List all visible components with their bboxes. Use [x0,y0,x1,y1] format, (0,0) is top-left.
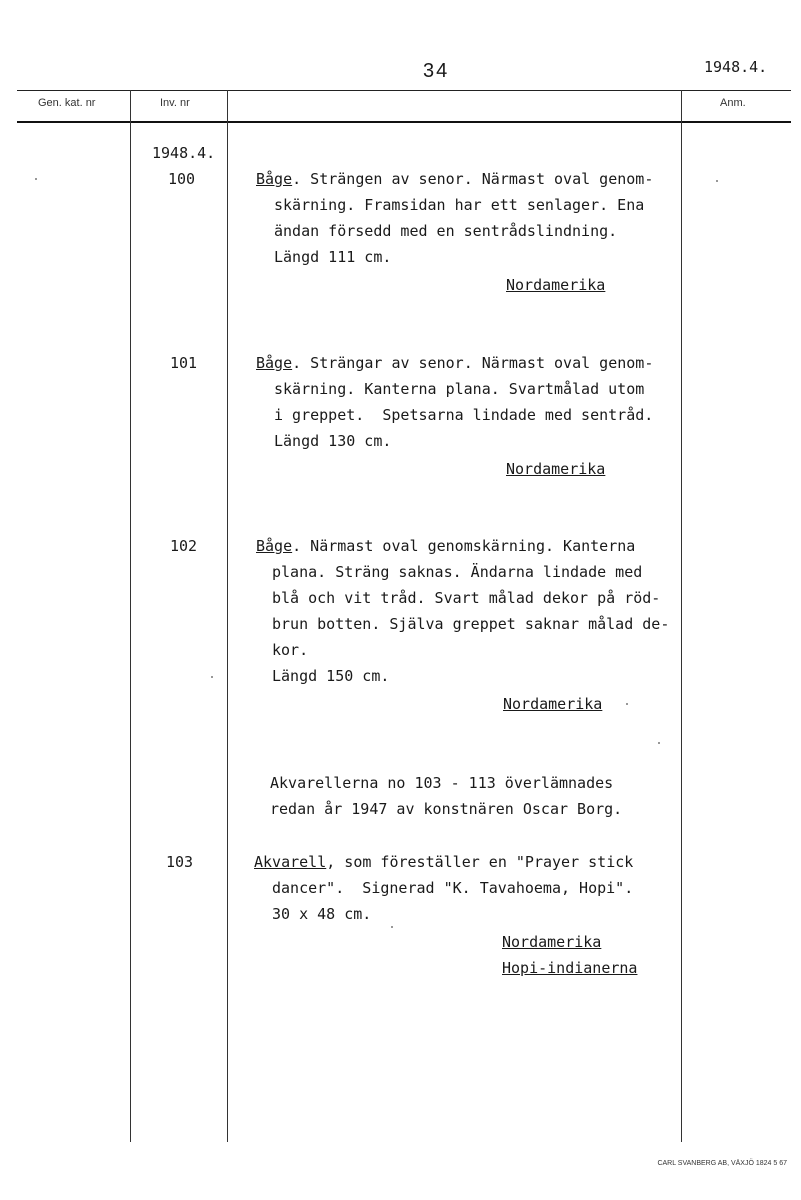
entry-title: Båge [256,170,293,188]
inv-number: 103 [166,853,194,871]
entry-line: ändan försedd med en sentrådslindning. [274,222,618,240]
entry-title: Båge [256,537,293,555]
year-header: 1948.4. [704,58,768,76]
entry-line: kor. [272,641,309,659]
column-divider-gen-inv [130,90,131,1142]
entry-line: skärning. Framsidan har ett senlager. Ena [274,196,645,214]
entry-line: brun botten. Själva greppet saknar målad de- [272,615,670,633]
entry-line: Båge. Strängen av senor. Närmast oval genom- [256,170,654,188]
printer-imprint: CARL SVANBERG AB, VÄXJÖ 1824 5 67 [657,1160,787,1167]
scan-speck [391,926,393,928]
entry-line: Båge. Strängar av senor. Närmast oval genom- [256,354,654,372]
entry-line: skärning. Kanterna plana. Svartmålad utom [274,380,645,398]
scan-speck [35,178,37,180]
note-line: redan år 1947 av konstnären Oscar Borg. [270,800,623,818]
column-header-gen-kat: Gen. kat. nr [38,97,96,109]
entry-line: i greppet. Spetsarna lindade med sentråd. [274,406,654,424]
region-tag: Nordamerika [506,460,606,478]
year-marker: 1948.4. [152,144,216,162]
entry-title: Akvarell [254,853,327,871]
entry-line: 30 x 48 cm. [272,905,372,923]
column-header-inv: Inv. nr [160,97,190,109]
region-tag: Nordamerika [506,276,606,294]
entry-line: plana. Sträng saknas. Ändarna lindade med [272,563,643,581]
scan-speck [658,742,660,744]
entry-line: dancer". Signerad "K. Tavahoema, Hopi". [272,879,634,897]
scan-speck [626,703,628,705]
inv-number: 100 [168,170,196,188]
scan-speck [211,676,213,678]
entry-line: Längd 111 cm. [274,248,392,266]
page-number: 34 [423,60,450,82]
inv-number: 102 [170,537,198,555]
entry-line: Akvarell, som föreställer en "Prayer stick [254,853,634,871]
people-tag: Hopi-indianerna [502,959,638,977]
region-tag: Nordamerika [502,933,602,951]
column-divider-text-anm [681,90,682,1142]
region-tag: Nordamerika [503,695,603,713]
top-rule [17,90,791,91]
entry-line: blå och vit tråd. Svart målad dekor på röd- [272,589,661,607]
header-rule [17,121,791,123]
inv-number: 101 [170,354,198,372]
scan-speck [716,180,718,182]
note-line: Akvarellerna no 103 - 113 överlämnades [270,774,614,792]
entry-title: Båge [256,354,293,372]
column-divider-inv-text [227,90,228,1142]
entry-line: Längd 130 cm. [274,432,392,450]
column-header-anm: Anm. [720,97,746,109]
entry-line: Båge. Närmast oval genomskärning. Kanterna [256,537,636,555]
entry-line: Längd 150 cm. [272,667,390,685]
